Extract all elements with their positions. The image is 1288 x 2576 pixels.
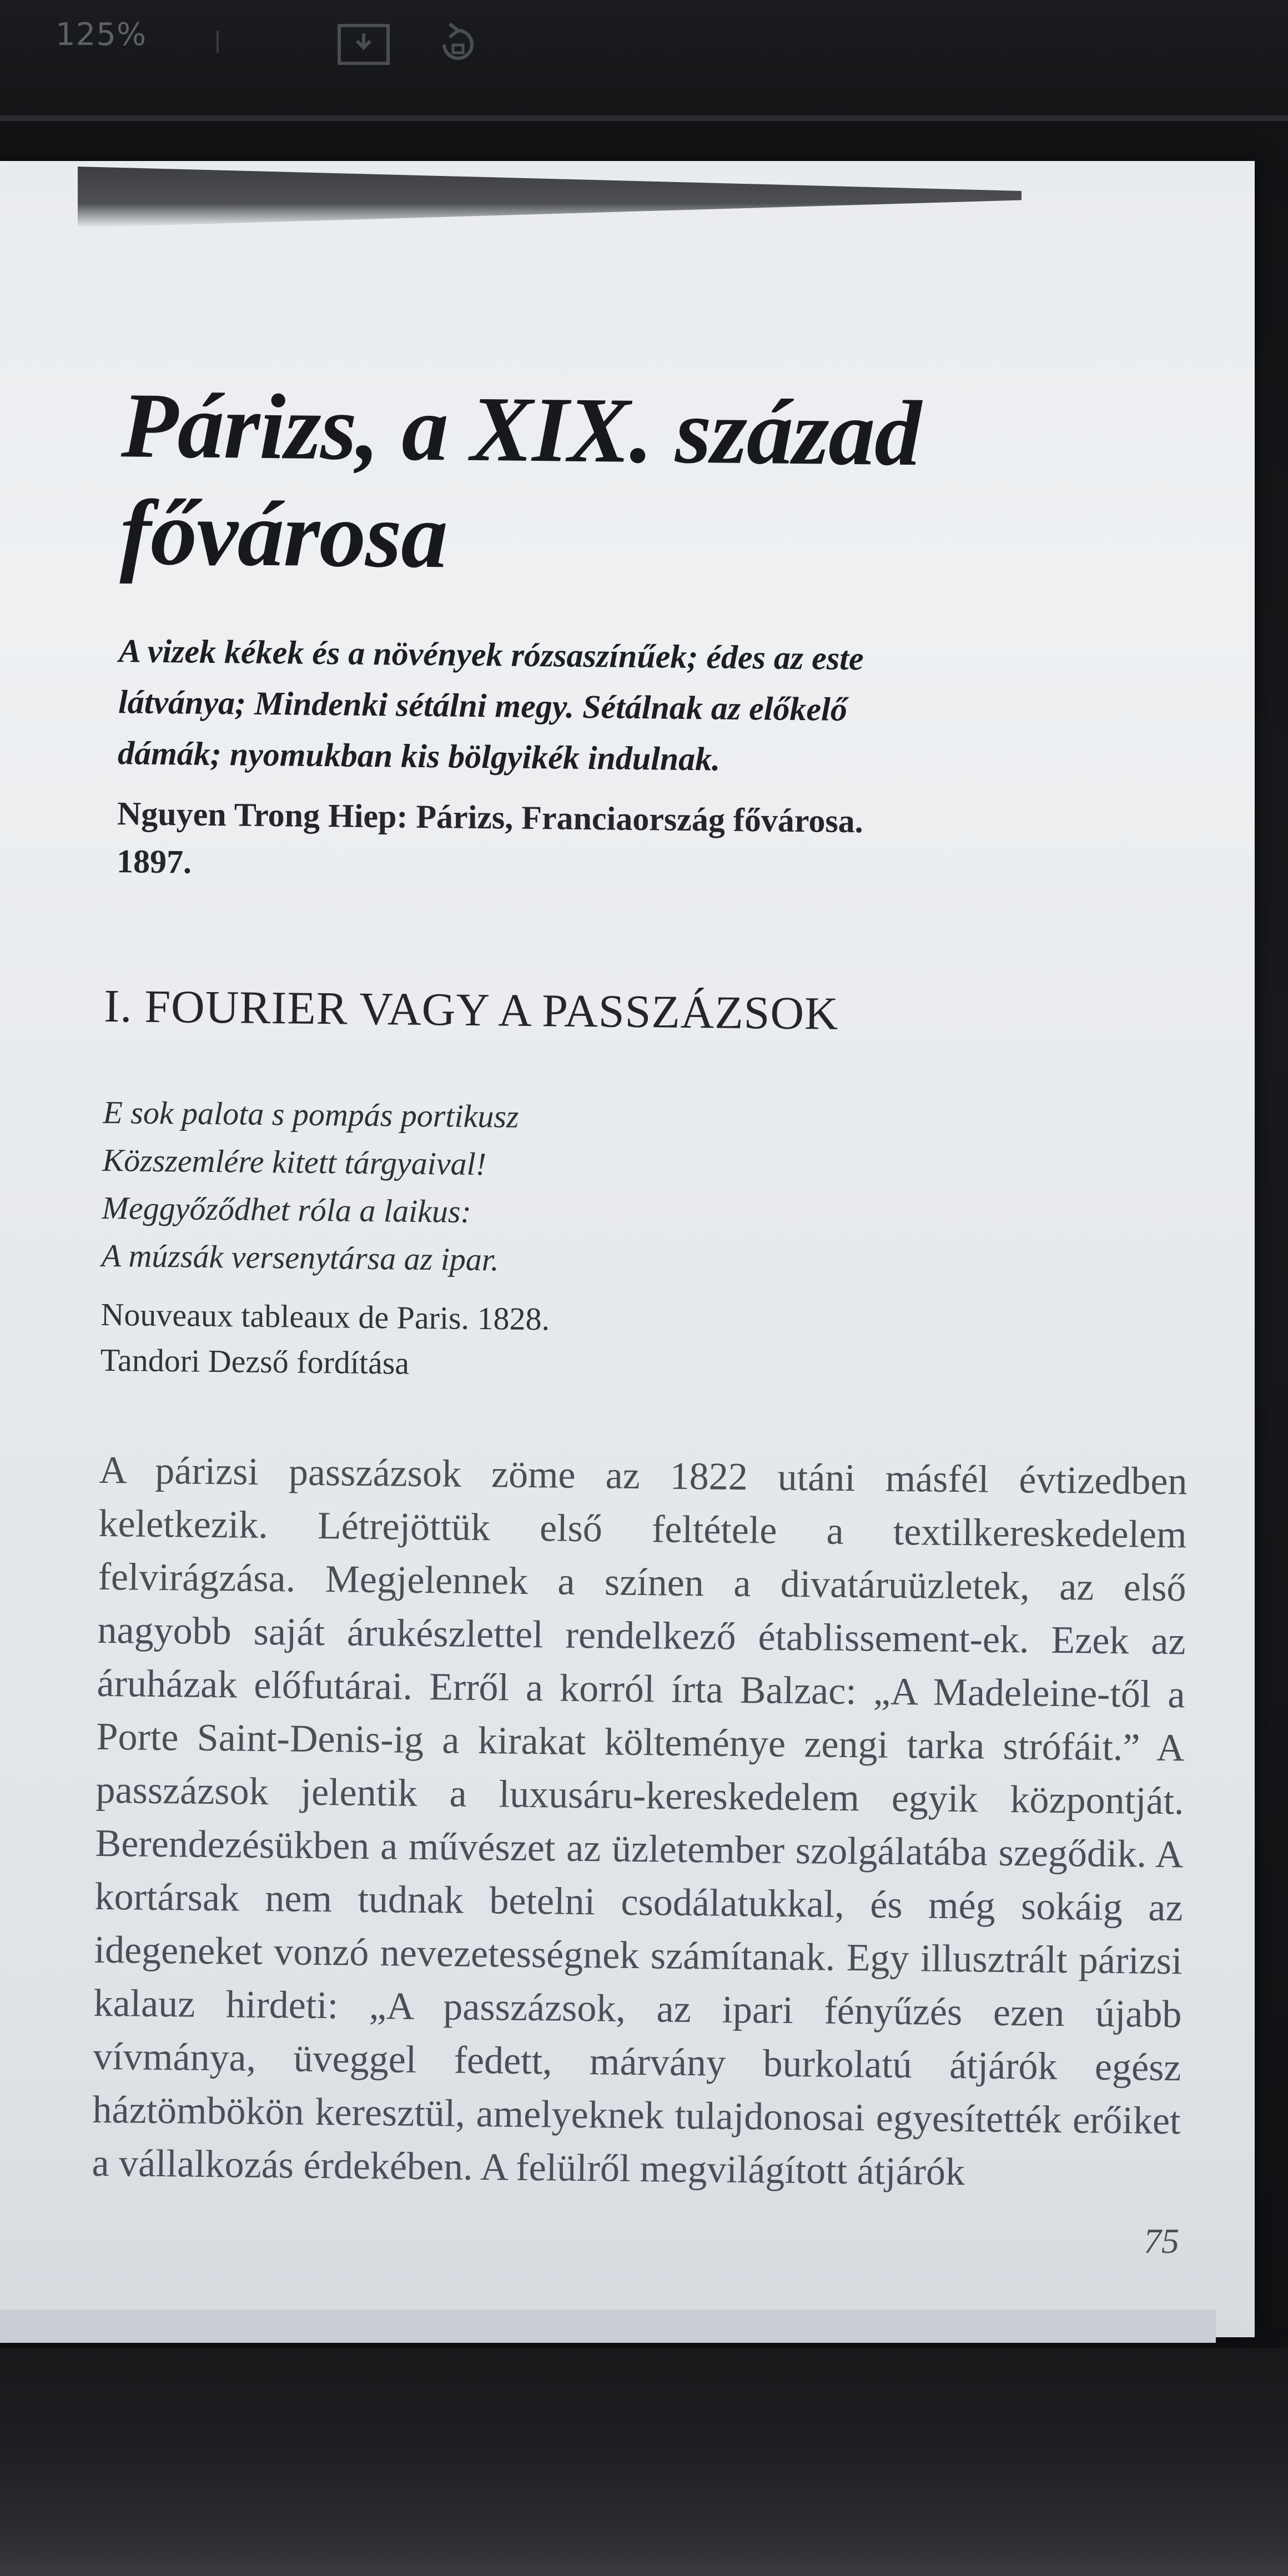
- poem-epigraph: [101, 1089, 769, 1287]
- zoom-level[interactable]: 125%: [56, 17, 147, 53]
- page-content: [92, 339, 1199, 2201]
- fit-page-icon[interactable]: [333, 17, 394, 72]
- toolbar-divider: [0, 115, 1288, 121]
- page-bottom-strip: [0, 2310, 1216, 2343]
- section-heading: I. FOURIER VAGY A PASSZÁZSOK: [103, 980, 839, 1040]
- poem-line: A múzsák versenytársa az ipar.: [101, 1237, 499, 1278]
- poem-line: Közszemlére kitett tárgyaival!: [102, 1141, 487, 1183]
- epigraph-text: A vizek kékek és a növények rózsaszínűek; édes az este látványa; Mindenki sétálni megy. Sétálnak az előkelő dámák; nyomukban kis bölgyikék indulnak.: [117, 632, 864, 778]
- poem-source: [100, 1292, 823, 1391]
- epigraph-attribution: Nguyen Trong Hiep: Párizs, Franciaország fővárosa. 1897.: [116, 795, 864, 881]
- page-number: 75: [1144, 2221, 1179, 2261]
- poem-line: E sok palota s pompás portikusz: [103, 1094, 519, 1135]
- poem-line: Meggyőződhet róla a laikus:: [102, 1189, 472, 1230]
- toolbar-separator: [217, 31, 219, 53]
- chapter-title: Párizs, a XIX. század fővárosa: [119, 374, 922, 588]
- poem-translator: Tandori Dezső fordítása: [100, 1341, 410, 1381]
- viewer-toolbar: [0, 0, 1288, 117]
- body-paragraph: A párizsi passzázsok zöme az 1822 utáni másfél évtizedben keletkezik. Létrejöttük első feltétele a textilkereskedelem felvirágzása. Megjelennek a színen a divatáruüzletek, az első nagyobb saját árukészlettel rendelkező établissement-ek. Ezek az áruházak előfutárai. Erről a korról írta Balzac: „A Madeleine-től a Porte Saint-Denis-ig a kirakat költeménye zengi tarka strófáit.” A passzázsok jelentik a luxusáru-kereskedelem egyik központját. Berendezésükben a művészet az üzletember szolgálatába szegődik. A kortársak nem tudnak betelni csodálatukkal, és még sokáig az idegeneket vonzó nevezetességnek számítanak. Egy illusztrált párizsi kalauz hirdeti: „A passzázsok, az ipari fényűzés ezen újabb vívmánya, üveggel fedett, márvány burkolatú átjárók egész háztömbökön keresztül, amelyeknek tulajdonosai egyesítették erőiket a vállalkozás érdekében. A felülről megvilágított átjárók: [92, 1448, 1188, 2194]
- monitor-bezel: [0, 2348, 1288, 2576]
- rotate-icon[interactable]: [427, 17, 489, 72]
- poem-source-title: Nouveaux tableaux de Paris. 1828.: [100, 1296, 550, 1337]
